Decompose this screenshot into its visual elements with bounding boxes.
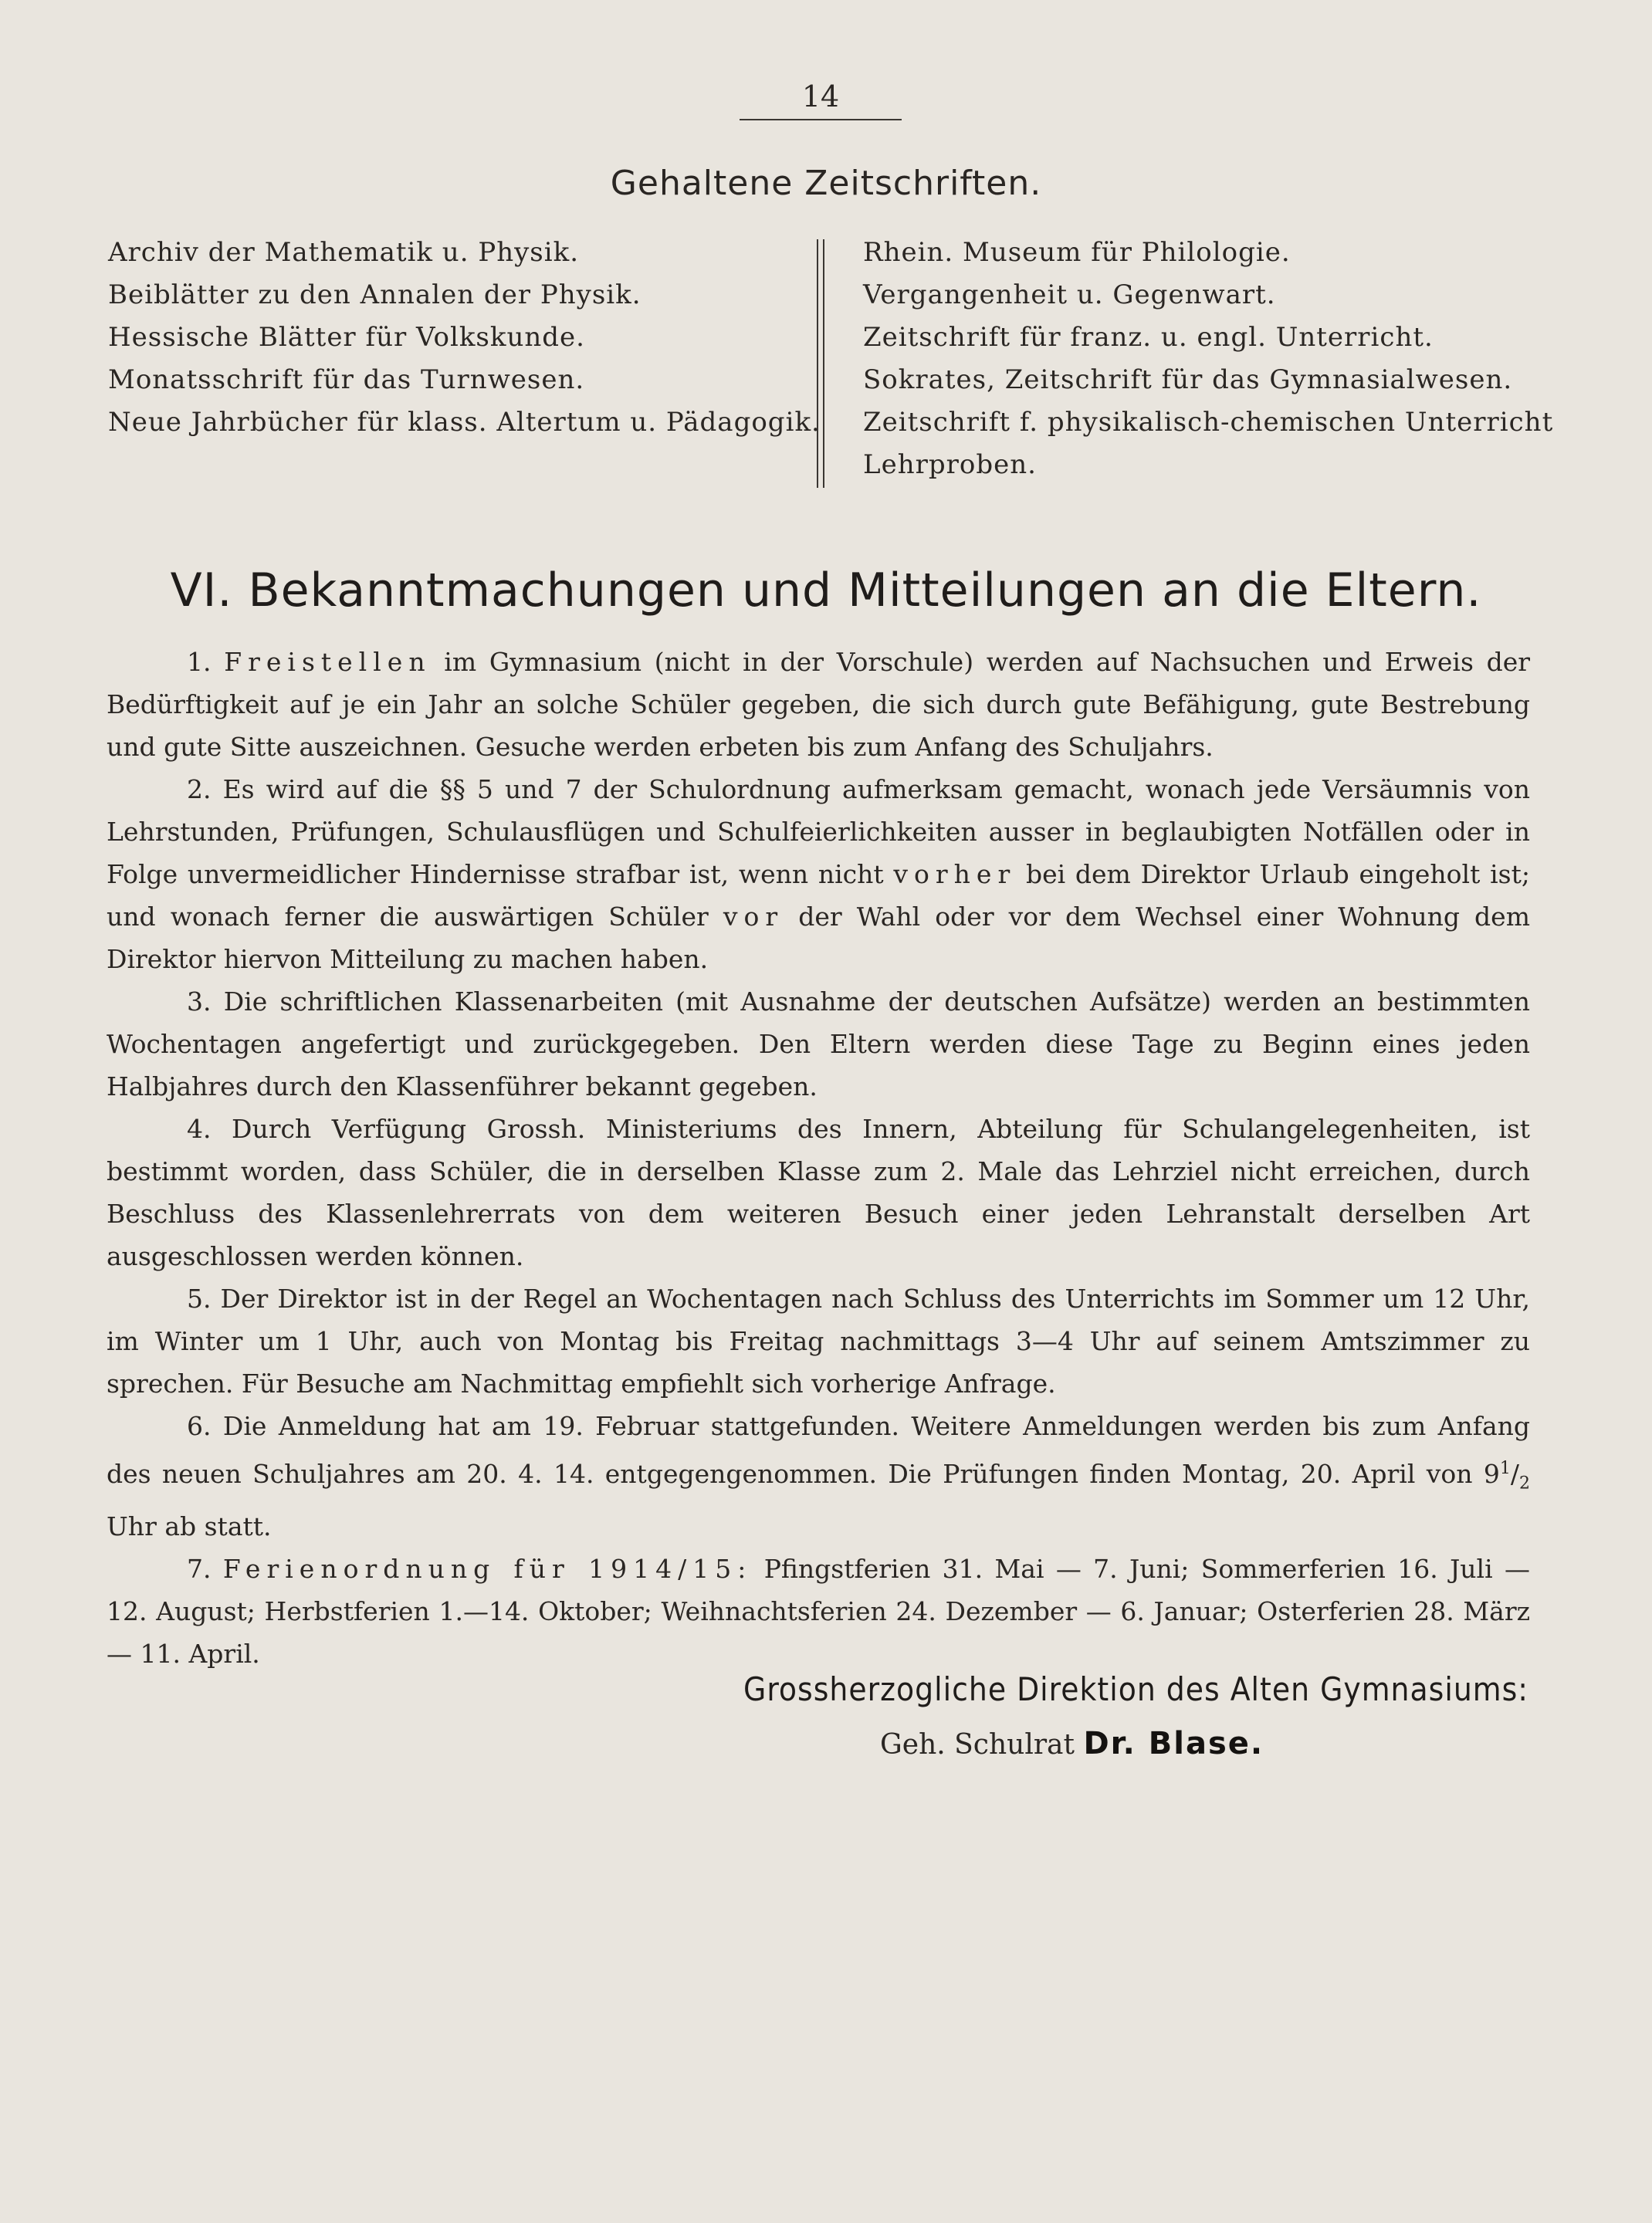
journals-heading: Gehaltene Zeitschriften. (610, 164, 1042, 203)
notice-text: Durch Verfügung Grossh. Ministeriums des Innern, Abteilung für Schulangelegenheiten, ist bestimmt worden, dass Schüler, die in derselben Klasse zum 2. Male das Lehrziel nicht erreichen, durch Beschluss des Klassenlehrerrats von dem weiteren Besuch einer jeden Lehranstalt derselben Art ausgeschlossen werden können. (107, 1114, 1530, 1271)
notice-number: 3. (187, 986, 212, 1017)
notice-7 (107, 1548, 1530, 1675)
emphasis-spaced: Ferienordnung für 1914/15: (222, 1553, 753, 1584)
notice-number: 5. (187, 1284, 212, 1314)
signatory (880, 1724, 1498, 1765)
journal-item: Hessische Blätter für Volkskunde. (108, 322, 585, 353)
notice-text: Uhr ab statt. (107, 1511, 272, 1541)
journal-item: Neue Jahrbücher für klass. Altertum u. Pädagogik. (108, 407, 821, 438)
notice-3 (107, 980, 1530, 1108)
journal-item: Beiblätter zu den Annalen der Physik. (108, 279, 642, 310)
notice-text: im Gymnasium (nicht in der Vorschule) werden auf Nachsuchen und Erweis der Bedürftigkeit auf je ein Jahr an solche Schüler gegeben, die sich durch gute Befähigung, gute Bestrebung und gute Sitte auszeichnen. Gesuche werden erbeten bis zum Anfang des Schuljahrs. (107, 647, 1531, 762)
notice-text: Es wird auf die §§ 5 und 7 der Schulordnung aufmerksam gemacht, wonach jede Versäumnis von Lehrstunden, Prüfungen, Schulausflügen und Schulfeierlichkeiten ausser in beglaubigten Notfällen oder in Folge unvermeidlicher Hindernisse strafbar ist, wenn nicht (107, 774, 1530, 889)
notices (107, 641, 1530, 1675)
journals-left-column (108, 232, 821, 444)
notice-text: Der Direktor ist in der Regel an Wochentagen nach Schluss des Unterrichts im Sommer um 12 Uhr, im Winter um 1 Uhr, auch von Montag bis Freitag nachmittags 3—4 Uhr auf seinem Amtszimmer zu sprechen. Für Besuche am Nachmittag empfiehlt sich vorherige Anfrage. (107, 1284, 1530, 1399)
notice-2 (107, 768, 1530, 980)
emphasis-spaced: vor (723, 902, 784, 932)
journal-item: Monatsschrift für das Turnwesen. (108, 364, 585, 395)
section-heading: VI. Bekanntmachungen und Mitteilungen an die Eltern. (170, 563, 1482, 618)
journals-right-column (863, 232, 1554, 486)
signature-authority: Grossherzogliche Direktion des Alten Gymnasiums: (743, 1670, 1528, 1708)
notice-6 (107, 1405, 1530, 1548)
notice-number: 7. (187, 1553, 212, 1584)
emphasis-spaced: Freistellen (224, 647, 432, 677)
column-divider (817, 239, 824, 488)
journal-item: Zeitschrift für franz. u. engl. Unterricht. (863, 322, 1434, 353)
notice-number: 4. (187, 1114, 212, 1144)
journal-item: Vergangenheit u. Gegenwart. (863, 279, 1276, 310)
journal-list-left (108, 232, 821, 444)
notice-5 (107, 1277, 1530, 1405)
signatory-name: Dr. Blase. (1083, 1726, 1264, 1761)
notice-text: Die schriftlichen Klassenarbeiten (mit Ausnahme der deutschen Aufsätze) werden an bestimmten Wochentagen angefertigt und zurückgegeben. Den Eltern werden diese Tage zu Beginn eines jeden Halbjahres durch den Klassenführer bekannt gegeben. (107, 986, 1530, 1101)
emphasis-spaced: vorher (893, 859, 1017, 889)
fraction-denominator: 2 (1519, 1474, 1530, 1494)
notice-number: 2. (187, 774, 212, 804)
notice-number: 6. (187, 1411, 212, 1441)
journal-item: Sokrates, Zeitschrift für das Gymnasialwesen. (863, 364, 1513, 395)
journal-list-right (863, 232, 1554, 486)
page-number: 14 (740, 77, 902, 120)
journal-item: Zeitschrift f. physikalisch-chemischen Unterricht (863, 407, 1554, 438)
journal-item: Lehrproben. (863, 449, 1037, 480)
notice-text: Pfingstferien 31. Mai — 7. Juni; Sommerferien 16. Juli — 12. August; Herbstferien 1.—14. Oktober; Weihnachtsferien 24. Dezember — 6. Januar; Osterferien 28. März — 11. April. (107, 1553, 1530, 1669)
signatory-title: Geh. Schulrat (880, 1729, 1075, 1761)
notice-4 (107, 1108, 1530, 1277)
journal-item: Archiv der Mathematik u. Physik. (108, 237, 580, 268)
fraction-numerator: 1 (1499, 1459, 1511, 1478)
notice-text: der Wahl oder vor dem Wechsel einer Wohnung dem Direktor hiervon Mitteilung zu machen haben. (107, 902, 1530, 974)
fraction-slash: / (1510, 1459, 1519, 1489)
notice-number: 1. (187, 647, 212, 677)
notice-text: bei dem Direktor Urlaub eingeholt ist; und wonach ferner die auswärtigen Schüler (107, 859, 1530, 932)
notice-1 (107, 641, 1530, 768)
journal-item: Rhein. Museum für Philologie. (863, 237, 1291, 268)
notice-text: Die Anmeldung hat am 19. Februar stattgefunden. Weitere Anmeldungen werden bis zum Anfang des neuen Schuljahres am 20. 4. 14. entgegengenommen. Die Prüfungen finden Montag, 20. April von 9 (107, 1411, 1530, 1489)
